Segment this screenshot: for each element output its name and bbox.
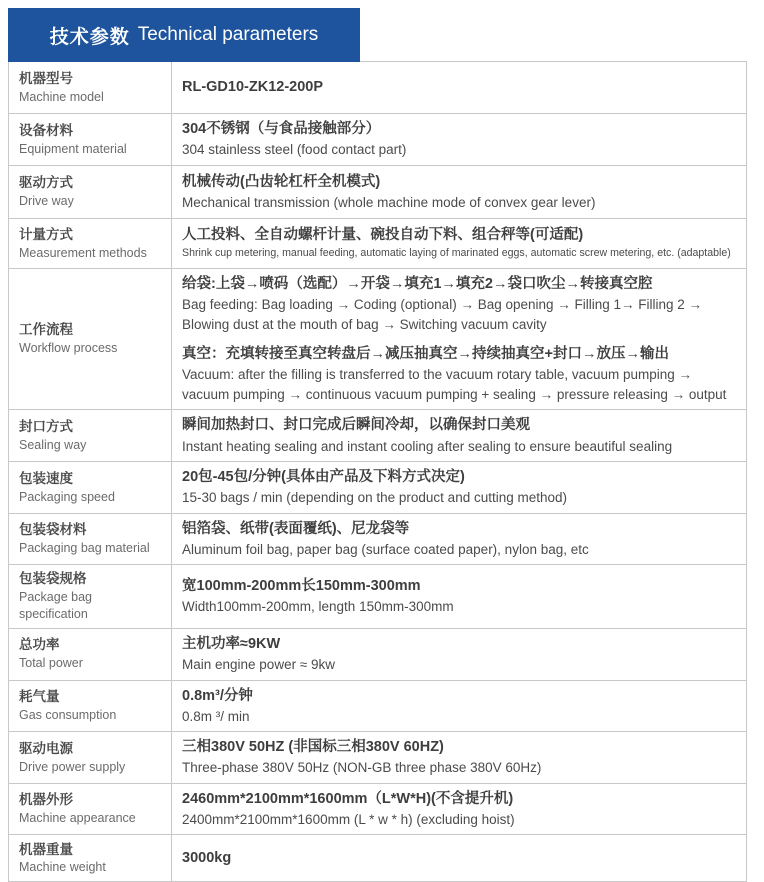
param-value-line: 0.8m³/分钟 xyxy=(182,687,253,704)
param-value xyxy=(172,62,747,114)
table-row-package-bag-specification xyxy=(9,565,747,629)
param-label xyxy=(9,410,172,462)
param-label-zh: 封口方式 xyxy=(19,418,73,434)
param-value-line: RL-GD10-ZK12-200P xyxy=(182,78,324,95)
param-value xyxy=(172,835,747,882)
param-value xyxy=(172,219,747,269)
param-value-line: Bag feeding: Bag loading → Coding (optional) → Bag opening → Filling 1→ Filling 2 → Blowing dust at the mouth of bag → Switching vacuum cavity xyxy=(182,297,703,332)
param-value-line: 人工投料、全自动螺杆计量、碗投自动下料、组合秤等(可适配) xyxy=(182,227,584,244)
param-label-zh: 包装速度 xyxy=(19,470,73,486)
param-label-zh: 包装袋规格 xyxy=(19,571,87,587)
param-label xyxy=(9,269,172,410)
param-value xyxy=(172,114,747,166)
param-value-line: 真空：充填转接至真空转盘后→减压抽真空→持续抽真空+封口→放压→输出 xyxy=(182,346,669,363)
param-label xyxy=(9,835,172,882)
table-row-sealing-way xyxy=(9,410,747,462)
param-value-line: 20包-45包/分钟(具体由产品及下料方式决定) xyxy=(182,469,465,486)
param-label xyxy=(9,219,172,269)
param-label xyxy=(9,783,172,835)
param-value xyxy=(172,680,747,732)
table-row-packaging-bag-material xyxy=(9,513,747,565)
param-value-line: 15-30 bags / min (depending on the product and cutting method) xyxy=(182,490,568,506)
param-value-line: 0.8m ³/ min xyxy=(182,708,250,724)
param-label-zh: 驱动方式 xyxy=(19,175,73,191)
param-label xyxy=(9,114,172,166)
param-label xyxy=(9,462,172,514)
param-value-line: 2460mm*2100mm*1600mm（L*W*H)(不含提升机) xyxy=(182,790,514,807)
param-value-line: Width100mm-200mm, length 150mm-300mm xyxy=(182,599,454,615)
page-title-en: Technical parameters xyxy=(137,24,319,45)
param-label-zh: 总功率 xyxy=(19,637,60,653)
param-label xyxy=(9,513,172,565)
param-value-line: 主机功率≈9KW xyxy=(182,636,281,653)
param-value-line: 2400mm*2100mm*1600mm (L * w * h) (excluding hoist) xyxy=(182,811,515,827)
param-label-zh: 工作流程 xyxy=(19,322,73,338)
param-label-zh: 机器外形 xyxy=(19,792,73,808)
parameters-table xyxy=(8,61,747,882)
param-label xyxy=(9,565,172,629)
param-value-line: 瞬间加热封口、封口完成后瞬间冷却，以确保封口美观 xyxy=(182,417,530,434)
param-label-en: Equipment material xyxy=(19,141,127,156)
param-label-zh: 包装袋材料 xyxy=(19,522,87,538)
param-label-en: Sealing way xyxy=(19,437,87,452)
table-row-gas-consumption xyxy=(9,680,747,732)
param-label-zh: 驱动电源 xyxy=(19,740,73,756)
param-value xyxy=(172,166,747,219)
table-row-packaging-speed xyxy=(9,462,747,514)
param-label-en: Drive power supply xyxy=(19,759,126,774)
param-value-line: Aluminum foil bag, paper bag (surface coated paper), nylon bag, etc xyxy=(182,541,589,557)
table-row-drive-power-supply xyxy=(9,732,747,784)
param-value-line: 三相380V 50HZ (非国标三相380V 60HZ) xyxy=(182,739,444,756)
table-row-total-power xyxy=(9,629,747,681)
param-label xyxy=(9,732,172,784)
table-row-measurement-methods xyxy=(9,219,747,269)
param-value xyxy=(172,565,747,629)
param-value-line: Vacuum: after the filling is transferred to the vacuum rotary table, vacuum pumping → vacuum pumping → continuous vacuum pumping + sealing → pressure releasing → output xyxy=(182,367,727,402)
param-value-line: 宽100mm-200mm长150mm-300mm xyxy=(182,578,421,595)
param-label-en: Packaging speed xyxy=(19,489,115,504)
param-value-line: 304 stainless steel (food contact part) xyxy=(182,142,407,158)
param-label-zh: 计量方式 xyxy=(19,226,73,242)
param-label-en: Gas consumption xyxy=(19,707,117,722)
param-label-en: Package bag specification xyxy=(19,590,92,622)
table-row-machine-weight xyxy=(9,835,747,882)
param-value-line: Three-phase 380V 50Hz (NON-GB three phase 380V 60Hz) xyxy=(182,760,542,776)
param-value xyxy=(172,732,747,784)
param-label xyxy=(9,680,172,732)
param-label-zh: 耗气量 xyxy=(19,689,60,705)
param-label-en: Measurement methods xyxy=(19,245,147,260)
param-value-line: Mechanical transmission (whole machine mode of convex gear lever) xyxy=(182,194,596,210)
param-label-en: Total power xyxy=(19,656,83,671)
param-label-zh: 设备材料 xyxy=(19,122,73,138)
param-value xyxy=(172,783,747,835)
table-row-equipment-material xyxy=(9,114,747,166)
param-value-line: Main engine power ≈ 9kw xyxy=(182,657,335,673)
param-value xyxy=(172,629,747,681)
param-label-en: Packaging bag material xyxy=(19,541,150,556)
page-title-zh: 技术参数 xyxy=(49,26,130,48)
param-label-en: Workflow process xyxy=(19,341,118,356)
param-value-line: Instant heating sealing and instant cooling after sealing to ensure beautiful sealing xyxy=(182,438,673,454)
param-value-line: 机械传动(凸齿轮杠杆全机模式) xyxy=(182,173,381,190)
param-value xyxy=(172,269,747,410)
table-row-machine-model xyxy=(9,62,747,114)
param-value-line: Shrink cup metering, manual feeding, automatic laying of marinated eggs, automatic screw metering, etc. (adaptable) xyxy=(182,247,731,260)
param-label-en: Machine model xyxy=(19,89,104,104)
table-row-drive-way xyxy=(9,166,747,219)
param-label xyxy=(9,166,172,219)
param-label-en: Machine weight xyxy=(19,860,106,875)
param-value xyxy=(172,410,747,462)
param-value xyxy=(172,462,747,514)
param-value-line: 给袋:上袋→喷码（选配）→开袋→填充1→填充2→袋口吹尘→转接真空腔 xyxy=(182,276,653,292)
param-value-line: 铝箔袋、纸带(表面覆纸)、尼龙袋等 xyxy=(182,520,410,537)
param-value-line: 3000kg xyxy=(182,849,232,866)
param-label-en: Drive way xyxy=(19,194,74,208)
table-row-machine-appearance xyxy=(9,783,747,835)
param-label-en: Machine appearance xyxy=(19,811,136,826)
param-label-zh: 机器重量 xyxy=(19,841,73,857)
param-value xyxy=(172,513,747,565)
param-label xyxy=(9,62,172,114)
table-row-workflow-process xyxy=(9,269,747,410)
title-banner xyxy=(8,8,360,62)
param-label-zh: 机器型号 xyxy=(19,70,73,86)
param-label xyxy=(9,629,172,681)
param-value-line: 304不锈钢（与食品接触部分） xyxy=(182,121,381,138)
